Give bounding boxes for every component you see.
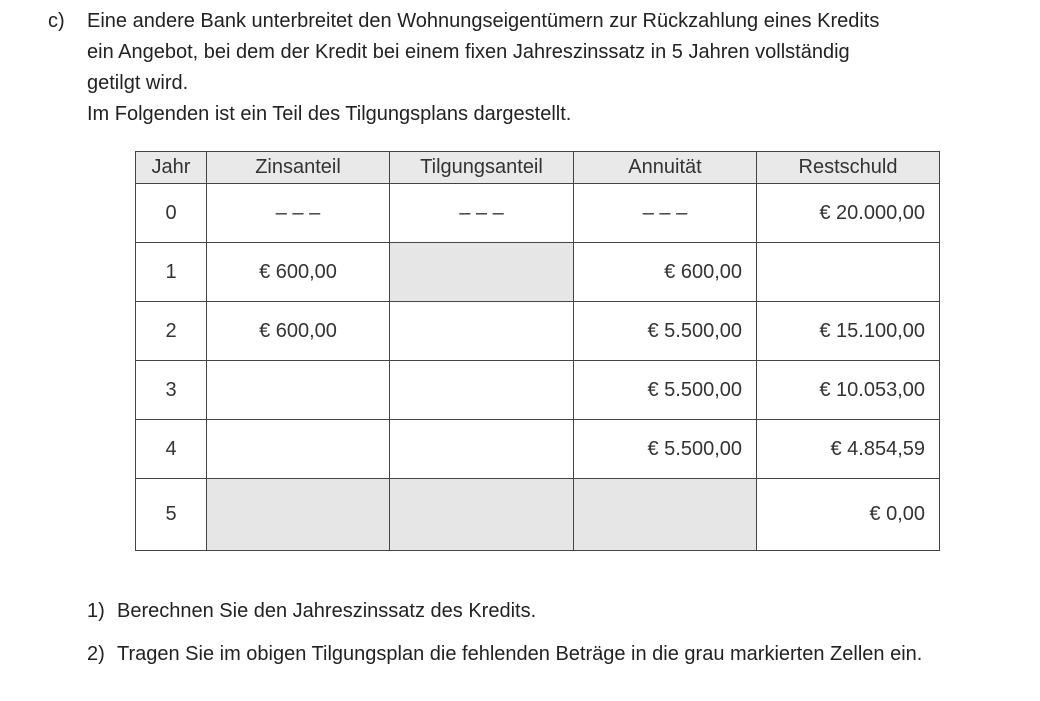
cell-zinsanteil: € 600,00 [207,302,390,361]
cell-jahr: 2 [136,302,207,361]
intro-text [87,6,987,130]
cell-jahr: 3 [136,361,207,420]
cell-zinsanteil-blank [207,479,390,551]
header-annuitaet: Annuität [574,152,757,184]
cell-restschuld: € 0,00 [757,479,940,551]
cell-restschuld: € 4.854,59 [757,420,940,479]
cell-jahr: 4 [136,420,207,479]
table-row [136,184,940,243]
task-text: Tragen Sie im obigen Tilgungsplan die fehlenden Beträge in die grau markierten Zellen ein. [117,643,923,665]
cell-jahr: 5 [136,479,207,551]
header-tilgungsanteil: Tilgungsanteil [390,152,574,184]
cell-tilgungsanteil: – – – [390,184,574,243]
cell-tilgungsanteil [390,302,574,361]
header-restschuld: Restschuld [757,152,940,184]
list-item [87,596,987,627]
list-item [87,639,987,670]
amortization-table [135,151,940,551]
header-jahr: Jahr [136,152,207,184]
cell-annuitaet: – – – [574,184,757,243]
cell-annuitaet: € 5.500,00 [574,302,757,361]
task-number: 2) [87,643,105,665]
cell-tilgungsanteil [390,420,574,479]
cell-restschuld: € 20.000,00 [757,184,940,243]
table-row [136,243,940,302]
cell-zinsanteil [207,361,390,420]
cell-annuitaet-blank [574,479,757,551]
cell-annuitaet: € 600,00 [574,243,757,302]
cell-tilgungsanteil [390,361,574,420]
table-row [136,420,940,479]
cell-annuitaet: € 5.500,00 [574,361,757,420]
cell-zinsanteil: – – – [207,184,390,243]
cell-zinsanteil [207,420,390,479]
table-row [136,361,940,420]
cell-zinsanteil: € 600,00 [207,243,390,302]
cell-restschuld [757,243,940,302]
cell-jahr: 1 [136,243,207,302]
table-row [136,302,940,361]
table-header-row [136,152,940,184]
header-zinsanteil: Zinsanteil [207,152,390,184]
cell-restschuld: € 15.100,00 [757,302,940,361]
cell-annuitaet: € 5.500,00 [574,420,757,479]
cell-restschuld: € 10.053,00 [757,361,940,420]
task-label: c) [48,10,65,32]
intro-line: Im Folgenden ist ein Teil des Tilgungsplans dargestellt. [87,103,572,125]
cell-tilgungsanteil-blank [390,243,574,302]
intro-line: Eine andere Bank unterbreitet den Wohnungseigentümern zur Rückzahlung eines Kredits [87,10,880,32]
intro-line: getilgt wird. [87,72,189,94]
task-number: 1) [87,600,105,622]
table-row [136,479,940,551]
cell-jahr: 0 [136,184,207,243]
task-list [87,596,987,682]
intro-line: ein Angebot, bei dem der Kredit bei einem fixen Jahreszinssatz in 5 Jahren vollständig [87,41,850,63]
task-text: Berechnen Sie den Jahreszinssatz des Kredits. [117,600,537,622]
cell-tilgungsanteil-blank [390,479,574,551]
